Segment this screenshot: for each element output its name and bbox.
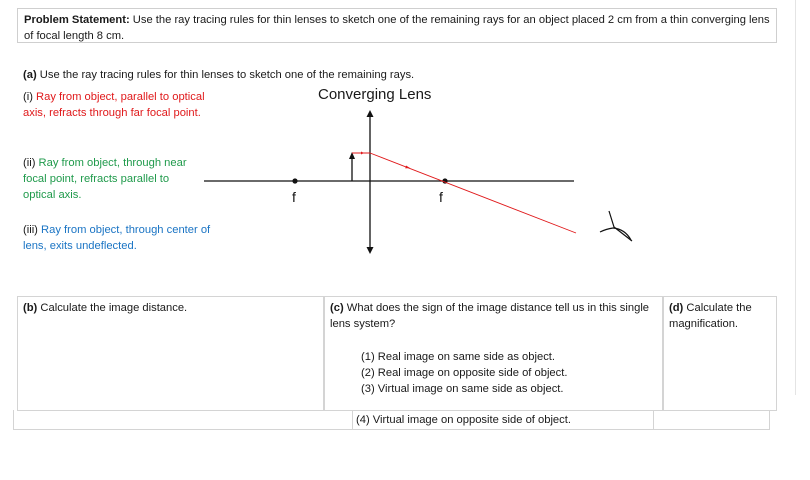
part-d-prompt xyxy=(664,297,776,335)
problem-label: Problem Statement: xyxy=(24,14,130,26)
part-c-option-4: (4) Virtual image on opposite side of object. xyxy=(356,414,571,426)
ray-refracted xyxy=(370,153,576,233)
part-d-label: (d) xyxy=(669,302,684,314)
part-a-label: (a) xyxy=(23,69,37,81)
part-b-label: (b) xyxy=(23,302,38,314)
part-c-options xyxy=(361,349,567,397)
ray-incident-arrowhead xyxy=(361,152,364,155)
part-c-prompt xyxy=(325,297,662,335)
part-b-prompt xyxy=(18,297,323,319)
eye-icon xyxy=(600,211,632,241)
part-c-option-2: (2) Real image on opposite side of object. xyxy=(361,367,568,379)
part-c-label: (c) xyxy=(330,302,344,314)
ray-refracted-arrowhead xyxy=(405,166,410,169)
lens-top-arrowhead xyxy=(367,110,374,117)
part-d-box xyxy=(663,296,777,411)
part-a-text: Use the ray tracing rules for thin lenses to sketch one of the remaining rays. xyxy=(36,69,415,81)
lens-bottom-arrowhead xyxy=(367,247,374,254)
rule-i-number: (i) xyxy=(23,91,33,103)
rule-iii-number: (iii) xyxy=(23,224,38,236)
diagram-title: Converging Lens xyxy=(318,86,432,103)
part-c-option-1: (1) Real image on same side as object. xyxy=(361,351,556,363)
rule-ii-number: (ii) xyxy=(23,157,36,169)
rule-ii-text: Ray from object, through near focal point, refracts parallel to optical axis. xyxy=(23,157,187,201)
part-c-option-3: (3) Virtual image on same side as object. xyxy=(361,383,564,395)
rule-i-text: Ray from object, parallel to optical axis, refracts through far focal point. xyxy=(23,91,205,119)
part-b-box xyxy=(17,296,324,411)
focal-label-right: f xyxy=(439,189,443,205)
part-c-text: What does the sign of the image distance tell us in this single lens system? xyxy=(330,302,650,330)
rule-iii-text: Ray from object, through center of lens, exits undeflected. xyxy=(23,224,211,252)
problem-text: Use the ray tracing rules for thin lenses to sketch one of the remaining rays for an object placed 2 cm from a thin converging lens of focal length 8 cm. xyxy=(24,14,770,42)
focal-label-left: f xyxy=(292,189,296,205)
part-d-text: Calculate the magnification. xyxy=(669,302,752,330)
focal-point-left xyxy=(292,178,297,183)
part-b-text: Calculate the image distance. xyxy=(37,302,188,314)
